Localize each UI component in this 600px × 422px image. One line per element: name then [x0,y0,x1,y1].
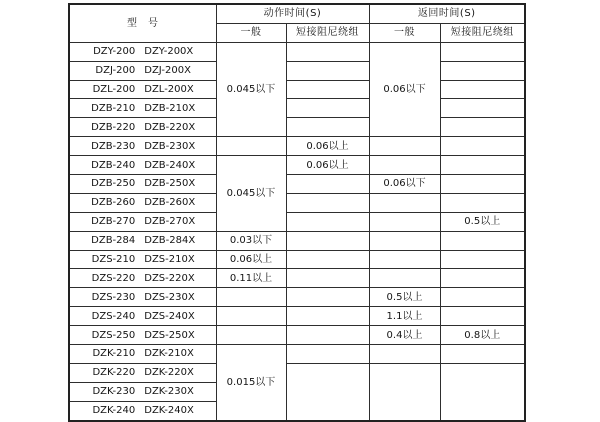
cell-act-damping: 0.06以上 [286,137,369,156]
cell-ret-damping [440,288,525,307]
model-cell [69,156,216,175]
cell-ret-damping: 0.5以上 [440,212,525,231]
model-name-x: DZL-200X [144,84,194,95]
cell-act-general: 0.015以下 [216,345,286,421]
cell-act-damping [286,212,369,231]
table-row [69,212,525,231]
model-name: DZK-220 [92,367,136,379]
cell-ret-general: 0.5以上 [369,288,440,307]
cell-ret-general [369,212,440,231]
model-name-x: DZK-230X [144,386,194,398]
header-return-time: 返回时间(S) [369,4,525,23]
cell-ret-general [369,137,440,156]
cell-ret-damping [440,193,525,212]
cell-act-damping [286,288,369,307]
cell-act-damping [286,307,369,326]
header-model: 型 号 [69,4,216,42]
cell-act-damping [286,250,369,269]
cell-act-damping: 0.06以上 [286,156,369,175]
header-row-1 [69,4,525,23]
cell-act-general: 0.045以下 [216,156,286,232]
model-cell [69,80,216,99]
cell-ret-damping [440,269,525,288]
model-cell [69,250,216,269]
table-row [69,118,525,137]
cell-act-damping [286,326,369,345]
model-cell [69,42,216,61]
model-cell [69,193,216,212]
table-row [69,193,525,212]
model-name-x: DZK-210X [144,348,194,360]
cell-ret-general: 0.4以上 [369,326,440,345]
cell-ret-general: 0.06以下 [369,42,440,136]
table-row [69,175,525,194]
cell-act-general: 0.06以上 [216,250,286,269]
cell-act-general: 0.11以上 [216,269,286,288]
model-cell [69,307,216,326]
cell-ret-damping [440,231,525,250]
model-cell [69,401,216,420]
cell-ret-general: 1.1以上 [369,307,440,326]
model-cell [69,99,216,118]
model-name-x: DZB-250X [144,178,196,190]
model-name: DZK-230 [92,386,136,398]
model-name-x: DZK-240X [144,405,194,417]
table-row [69,137,525,156]
model-name-x: DZB-270X [144,216,196,228]
table-row [69,156,525,175]
model-name: DZS-240 [91,310,136,322]
header-action-damping: 短接阻尼绕组 [286,23,369,42]
model-name-x: DZJ-200X [144,65,191,77]
model-name-x: DZB-220X [144,121,196,133]
cell-ret-general [369,250,440,269]
model-cell [69,61,216,80]
model-name-x: DZS-210X [144,254,195,266]
cell-act-damping [286,99,369,118]
model-name-x: DZB-230X [144,140,196,152]
model-name-x: DZB-284X [144,235,196,247]
header-action-time: 动作时间(S) [216,4,369,23]
cell-ret-damping [440,250,525,269]
table-row [69,99,525,118]
model-name: DZS-210 [91,254,136,266]
model-name: DZJ-200 [95,65,136,77]
header-return-general: 一般 [369,23,440,42]
model-cell [69,363,216,382]
cell-act-damping [286,42,369,61]
model-name: DZS-230 [91,291,136,303]
cell-act-damping [286,61,369,80]
cell-act-general: 0.045以下 [216,42,286,136]
table-row [69,269,525,288]
relay-spec-table [68,3,526,422]
table-row [69,42,525,61]
cell-act-damping [286,345,369,364]
cell-act-damping [286,269,369,288]
cell-ret-general [369,193,440,212]
model-name: DZB-260 [91,197,136,209]
model-name: DZK-240 [92,405,136,417]
cell-act-damping [286,193,369,212]
model-name: DZB-250 [91,178,136,190]
model-name-x: DZS-230X [144,291,195,303]
cell-ret-general [369,269,440,288]
model-name: DZY-200 [93,46,136,58]
table-row [69,307,525,326]
model-name: DZB-284 [91,235,136,247]
cell-ret-damping [440,42,525,61]
model-name-x: DZS-220X [144,272,195,284]
header-return-damping: 短接阻尼绕组 [440,23,525,42]
table-row [69,326,525,345]
cell-act-general [216,307,286,326]
cell-act-general [216,326,286,345]
cell-act-general [216,137,286,156]
model-name: DZS-250 [91,329,136,341]
cell-ret-general [369,363,440,420]
model-name-x: DZB-240X [144,159,196,171]
model-name-x: DZK-220X [144,367,194,379]
model-name-x: DZY-200X [144,46,194,58]
table-row [69,80,525,99]
model-name-x: DZB-210X [144,102,196,114]
cell-act-general [216,288,286,307]
cell-act-damping [286,118,369,137]
model-name: DZL-200 [92,84,136,95]
cell-ret-damping [440,80,525,99]
model-name: DZB-270 [91,216,136,228]
model-cell [69,345,216,364]
model-name-x: DZS-250X [144,329,195,341]
model-name: DZB-240 [91,159,136,171]
header-action-general: 一般 [216,23,286,42]
cell-ret-general: 0.06以下 [369,175,440,194]
model-name-x: DZS-240X [144,310,195,322]
model-cell [69,212,216,231]
table-row [69,250,525,269]
cell-act-damping [286,175,369,194]
cell-ret-damping: 0.8以上 [440,326,525,345]
model-name: DZB-210 [91,102,136,114]
cell-ret-damping [440,137,525,156]
cell-act-damping [286,80,369,99]
model-name: DZK-210 [92,348,136,360]
table-row [69,61,525,80]
model-name: DZS-220 [91,272,136,284]
model-cell [69,269,216,288]
cell-ret-damping [440,363,525,420]
model-cell [69,382,216,401]
model-cell [69,288,216,307]
table-row [69,363,525,382]
cell-act-damping [286,363,369,420]
model-cell [69,231,216,250]
cell-ret-damping [440,156,525,175]
cell-act-damping [286,231,369,250]
cell-ret-general [369,345,440,364]
model-cell [69,137,216,156]
model-cell [69,118,216,137]
cell-ret-general [369,156,440,175]
cell-ret-damping [440,307,525,326]
table-row [69,288,525,307]
model-cell [69,326,216,345]
cell-ret-damping [440,345,525,364]
cell-ret-damping [440,61,525,80]
table-row [69,345,525,364]
cell-ret-general [369,231,440,250]
table-row [69,231,525,250]
cell-act-general: 0.03以下 [216,231,286,250]
model-name-x: DZB-260X [144,197,196,209]
model-cell [69,175,216,194]
cell-ret-damping [440,99,525,118]
model-name: DZB-230 [91,140,136,152]
cell-ret-damping [440,175,525,194]
model-name: DZB-220 [91,121,136,133]
cell-ret-damping [440,118,525,137]
